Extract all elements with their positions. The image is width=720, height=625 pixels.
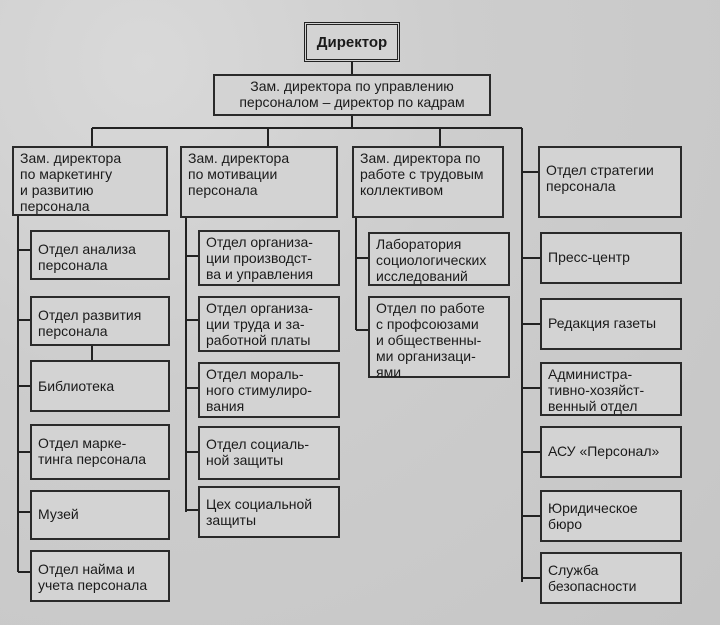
col4-item: Юридическое бюро [540,490,682,542]
col2-item: Отдел социаль- ной защиты [198,426,340,480]
col4-item: АСУ «Персонал» [540,426,682,478]
col4-item: Администра- тивно-хозяйст- венный отдел [540,362,682,416]
director-box: Директор [304,22,400,62]
col2-item: Отдел мораль- ного стимулиро- вания [198,362,340,418]
col4-item: Пресс-центр [540,232,682,284]
col1-item: Отдел анализа персонала [30,230,170,280]
col1-item: Библиотека [30,360,170,412]
hr-director-box: Зам. директора по управлению персоналом – директор по кадрам [213,74,491,116]
col2-item: Отдел организа- ции производст- ва и управления [198,230,340,286]
deputy-motivation-box: Зам. директора по мотивации персонала [180,146,338,218]
col1-item: Музей [30,490,170,540]
col3-item: Лаборатория социологических исследований [368,232,510,286]
deputy-marketing-box: Зам. директора по маркетингу и развитию персонала [12,146,168,216]
col2-item: Отдел организа- ции труда и за- работной платы [198,296,340,352]
col2-item: Цех социальной защиты [198,486,340,538]
col1-item: Отдел найма и учета персонала [30,550,170,602]
col1-item: Отдел марке- тинга персонала [30,424,170,480]
col4-item: Редакция газеты [540,298,682,350]
col1-item: Отдел развития персонала [30,296,170,346]
col3-item: Отдел по работе с профсоюзами и общественны- ми организаци- ями [368,296,510,378]
deputy-labour-box: Зам. директора по работе с трудовым коллективом [352,146,504,218]
strategy-dept-box: Отдел стратегии персонала [538,146,682,218]
col4-item: Служба безопасности [540,552,682,604]
